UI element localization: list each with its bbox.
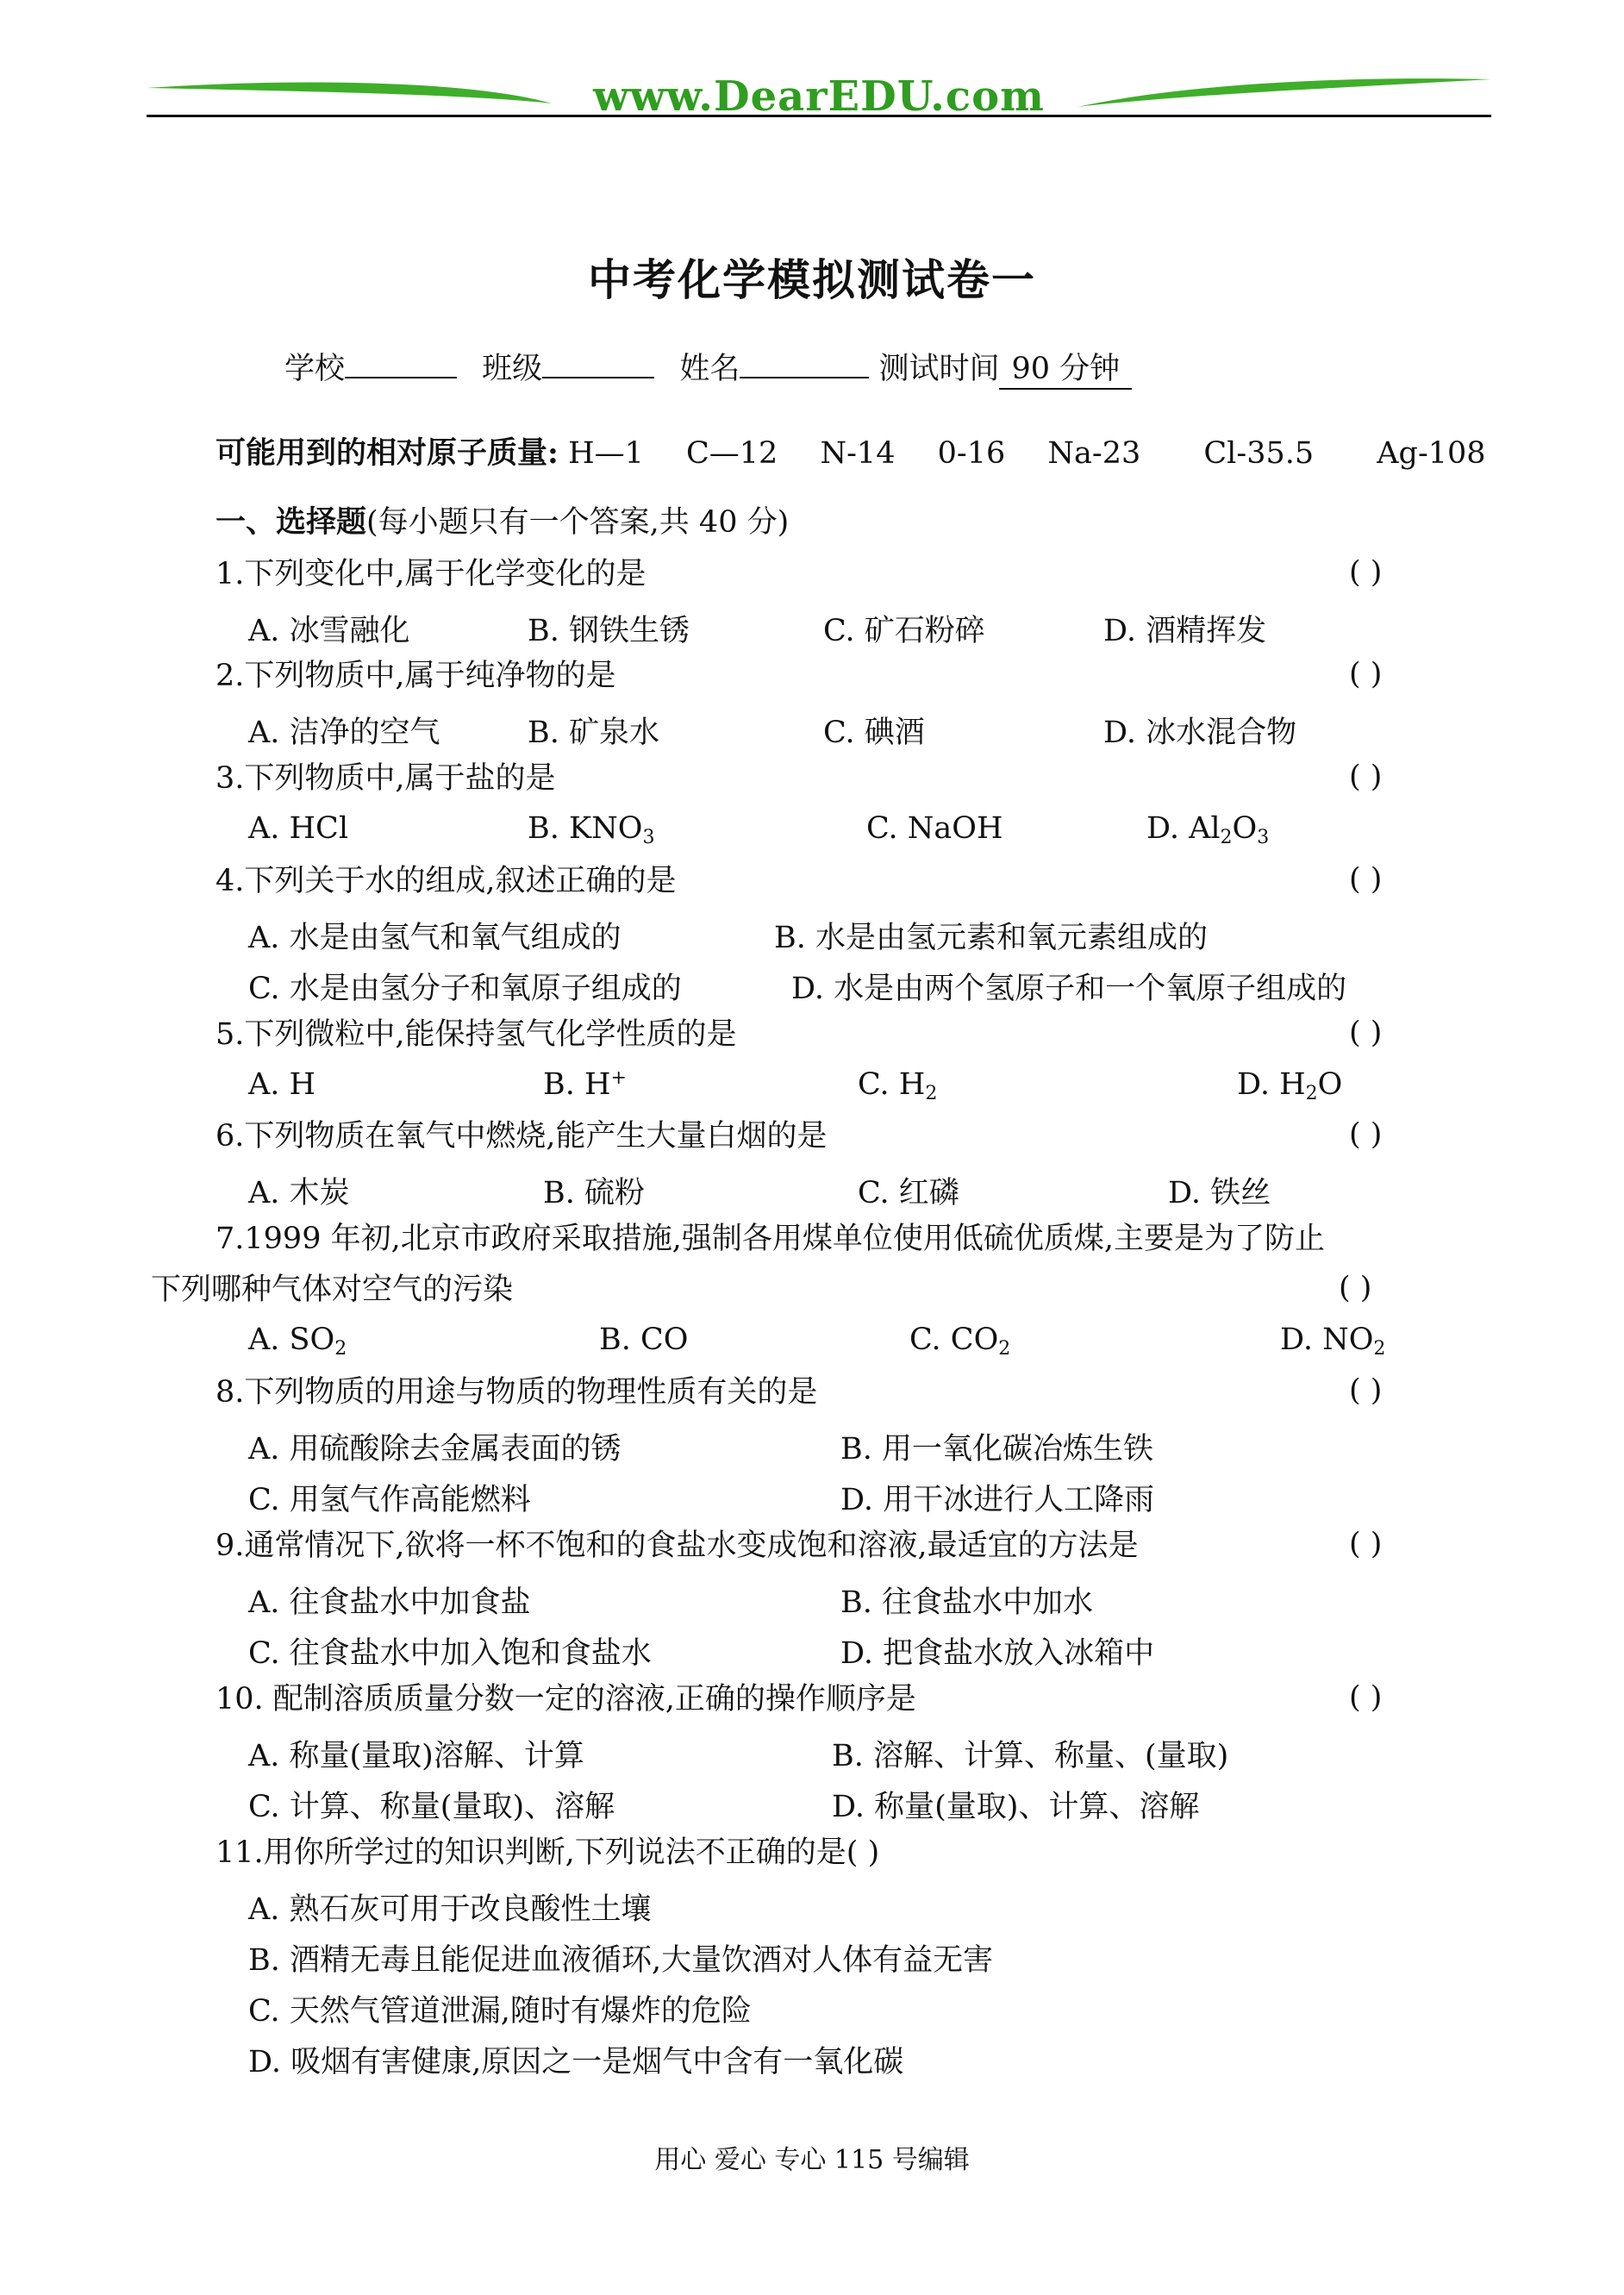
q11-option-c: C. 天然气管道泄漏,随时有爆炸的危险 [248, 1994, 752, 2029]
question-3-stem: 3.下列物质中,属于盐的是 [215, 761, 556, 796]
logo-text: www.DearEDU.com [593, 72, 1045, 121]
mass-element: Na-23 [1047, 436, 1141, 471]
q5-option-c: C. $H_2$ [858, 1067, 938, 1104]
question-7-stem-line-2: 下列哪种气体对空气的污染 [151, 1273, 514, 1307]
q9-option-c: C. 往食盐水中加入饱和食盐水 [248, 1636, 652, 1671]
answer-bracket: ( ) [1349, 1016, 1383, 1050]
page-title: 中考化学模拟测试卷一 [588, 254, 1036, 305]
page-footer: 用心 爱心 专心 115 号编辑 [654, 2145, 970, 2175]
q10-option-b: B. 溶解、计算、称量、(量取) [832, 1739, 1229, 1773]
q6-option-d: D. 铁丝 [1168, 1176, 1271, 1210]
q11-option-a: A. 熟石灰可用于改良酸性土壤 [248, 1892, 652, 1927]
q8-option-c: C. 用氢气作高能燃料 [248, 1483, 531, 1517]
q2-option-b: B. 矿泉水 [528, 716, 659, 750]
mass-element: H—1 [568, 436, 644, 471]
question-1-stem: 1.下列变化中,属于化学变化的是 [215, 557, 646, 591]
answer-bracket: ( ) [1349, 760, 1383, 794]
question-8-stem: 8.下列物质的用途与物质的物理性质有关的是 [215, 1375, 818, 1410]
time-label: 测试时间 [878, 352, 1000, 386]
question-10-stem: 10. 配制溶质质量分数一定的溶液,正确的操作顺序是 [215, 1682, 916, 1717]
q2-option-c: C. 碘酒 [823, 716, 925, 750]
q4-option-c: C. 水是由氢分子和氧原子组成的 [248, 972, 682, 1006]
q5-option-b: B. H+ [543, 1067, 627, 1102]
question-6-stem: 6.下列物质在氧气中燃烧,能产生大量白烟的是 [215, 1119, 828, 1154]
question-9-stem: 9.通常情况下,欲将一杯不饱和的食盐水变成饱和溶液,最适宜的方法是 [215, 1529, 1139, 1563]
atomic-mass-line [215, 429, 1519, 472]
q3-option-b: B. $KNO_3$ [528, 811, 655, 848]
q2-option-d: D. 冰水混合物 [1103, 716, 1297, 750]
class-label: 班级 [482, 352, 543, 386]
question-11-stem: 11.用你所学过的知识判断,下列说法不正确的是( ) [215, 1835, 880, 1870]
q1-option-d: D. 酒精挥发 [1103, 614, 1267, 648]
section-label: 一、选择题 [215, 504, 367, 540]
q10-option-a: A. 称量(量取)溶解、计算 [248, 1739, 584, 1773]
q3-option-c: C. NaOH [866, 811, 1003, 846]
q1-option-c: C. 矿石粉碎 [823, 614, 985, 648]
answer-bracket: ( ) [1349, 1527, 1383, 1561]
site-header [147, 69, 1491, 129]
q6-option-c: C. 红磷 [858, 1176, 959, 1210]
name-label: 姓名 [679, 352, 740, 386]
mass-element: C—12 [686, 436, 778, 471]
school-label: 学校 [284, 352, 346, 386]
q11-option-d: D. 吸烟有害健康,原因之一是烟气中含有一氧化碳 [248, 2045, 904, 2079]
q7-option-c: C. $CO_2$ [909, 1323, 1011, 1360]
q8-option-b: B. 用一氧化碳冶炼生铁 [840, 1432, 1153, 1466]
q7-option-b: B. CO [599, 1323, 689, 1357]
q8-option-d: D. 用干冰进行人工降雨 [840, 1483, 1155, 1517]
q1-option-b: B. 钢铁生锈 [528, 614, 690, 648]
time-value: 90 分钟 [999, 345, 1132, 390]
q4-option-a: A. 水是由氢气和氧气组成的 [248, 921, 621, 955]
q8-option-a: A. 用硫酸除去金属表面的锈 [248, 1432, 621, 1466]
class-blank [542, 351, 654, 378]
q9-option-a: A. 往食盐水中加食盐 [248, 1585, 531, 1620]
q6-option-b: B. 硫粉 [543, 1176, 645, 1210]
answer-bracket: ( ) [1349, 1373, 1383, 1408]
answer-bracket: ( ) [1339, 1271, 1372, 1305]
name-blank [740, 351, 869, 378]
question-7-stem-line-1: 7.1999 年初,北京市政府采取措施,强制各用煤单位使用低硫优质煤,主要是为了防止 [215, 1222, 1325, 1256]
question-5-stem: 5.下列微粒中,能保持氢气化学性质的是 [215, 1017, 737, 1052]
section-note: (每小题只有一个答案,共 40 分) [366, 505, 790, 540]
q4-option-d: D. 水是由两个氢原子和一个氧原子组成的 [791, 972, 1347, 1006]
section-heading [215, 503, 789, 541]
q9-option-b: B. 往食盐水中加水 [840, 1585, 1093, 1620]
q7-option-a: A. $SO_2$ [248, 1323, 347, 1360]
q10-option-d: D. 称量(量取)、计算、溶解 [832, 1790, 1200, 1824]
q6-option-a: A. 木炭 [248, 1176, 350, 1210]
question-2-stem: 2.下列物质中,属于纯净物的是 [215, 659, 616, 693]
q3-option-a: A. HCl [248, 811, 349, 846]
q2-option-a: A. 洁净的空气 [248, 716, 440, 750]
q9-option-d: D. 把食盐水放入冰箱中 [840, 1636, 1155, 1671]
mass-element: 0-16 [937, 436, 1006, 471]
answer-bracket: ( ) [1349, 1680, 1383, 1715]
answer-bracket: ( ) [1349, 555, 1383, 590]
header-rule [147, 115, 1491, 117]
atomic-mass-label: 可能用到的相对原子质量: [215, 435, 559, 471]
q11-option-b: B. 酒精无毒且能促进血液循环,大量饮酒对人体有益无害 [248, 1943, 994, 1978]
q7-option-d: D. $NO_2$ [1280, 1323, 1386, 1360]
student-info-line [284, 345, 1132, 390]
q10-option-c: C. 计算、称量(量取)、溶解 [248, 1790, 615, 1824]
q3-option-d: D. $Al_2O_3$ [1146, 811, 1270, 848]
mass-element: Cl-35.5 [1203, 436, 1315, 471]
answer-bracket: ( ) [1349, 657, 1383, 691]
mass-element: Ag-108 [1377, 436, 1486, 471]
mass-element: N-14 [820, 436, 896, 471]
answer-bracket: ( ) [1349, 862, 1383, 897]
answer-bracket: ( ) [1349, 1117, 1383, 1152]
question-4-stem: 4.下列关于水的组成,叙述正确的是 [215, 864, 677, 898]
q5-option-a: A. H [248, 1067, 316, 1102]
school-blank [345, 351, 457, 378]
q4-option-b: B. 水是由氢元素和氧元素组成的 [774, 921, 1208, 955]
q5-option-d: D. $H_2O$ [1237, 1067, 1343, 1104]
q1-option-a: A. 冰雪融化 [248, 614, 410, 648]
